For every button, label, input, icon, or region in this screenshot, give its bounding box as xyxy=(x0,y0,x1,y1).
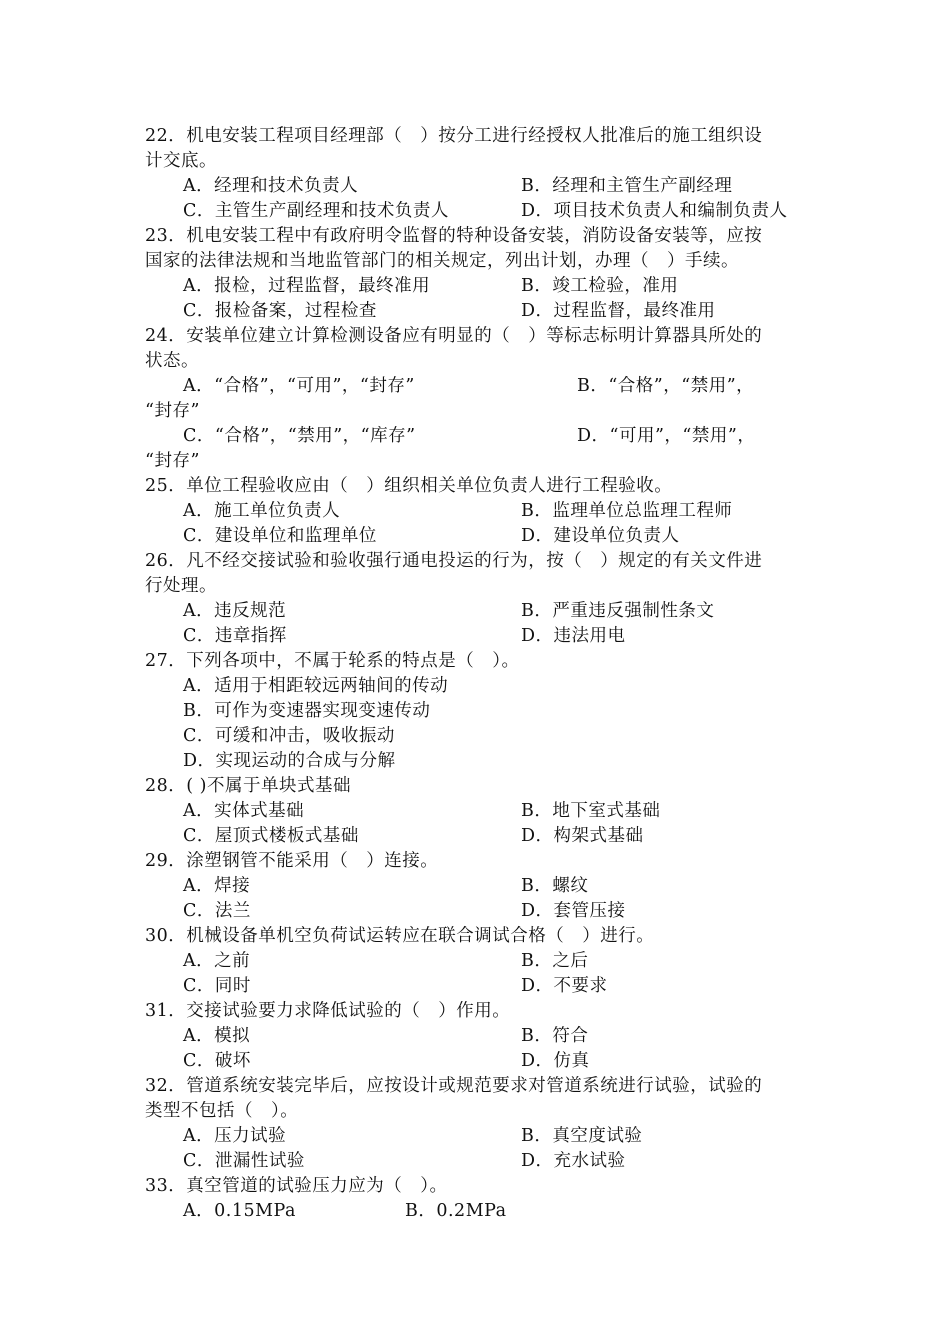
option-d: D．过程监督，最终准用 xyxy=(521,301,716,321)
option-d: D．实现运动的合成与分解 xyxy=(183,751,396,771)
option-d: D．违法用电 xyxy=(521,626,626,646)
option-a: A．之前 xyxy=(183,951,251,971)
option-c: C．违章指挥 xyxy=(183,626,287,646)
question-24-stem: 24．安装单位建立计算检测设备应有明显的（ ）等标志标明计算器具所处的 xyxy=(145,326,763,346)
question-22-stem: 22．机电安装工程项目经理部（ ）按分工进行经授权人批准后的施工组织设 xyxy=(145,126,763,146)
option-c: C．报检备案，过程检查 xyxy=(183,301,377,321)
option-c: C．主管生产副经理和技术负责人 xyxy=(183,201,449,221)
option-b: B．符合 xyxy=(521,1026,589,1046)
option-b: B．“合格”，“禁用”， xyxy=(577,376,755,396)
option-d-continued: “封存” xyxy=(145,451,200,471)
option-a: A．实体式基础 xyxy=(183,801,305,821)
option-d: D．不要求 xyxy=(521,976,608,996)
question-22-options-cd xyxy=(145,199,810,224)
option-d: D．建设单位负责人 xyxy=(521,526,680,546)
question-30-stem: 30．机械设备单机空负荷试运转应在联合调试合格（ ）进行。 xyxy=(145,926,655,946)
question-24-options-ab xyxy=(145,374,810,399)
question-26-stem: 26．凡不经交接试验和验收强行通电投运的行为，按（ ）规定的有关文件进 xyxy=(145,551,763,571)
option-a: A．违反规范 xyxy=(183,601,287,621)
question-27-stem: 27．下列各项中，不属于轮系的特点是（ ）。 xyxy=(145,651,520,671)
option-a: A．模拟 xyxy=(183,1026,251,1046)
question-32-options-cd xyxy=(145,1149,810,1174)
question-30-options-cd xyxy=(145,974,810,999)
option-a: A．焊接 xyxy=(183,876,251,896)
option-d: D．构架式基础 xyxy=(521,826,644,846)
option-d: D．套管压接 xyxy=(521,901,626,921)
option-b: B．严重违反强制性条文 xyxy=(521,601,715,621)
question-32-stem: 32．管道系统安装完毕后，应按设计或规范要求对管道系统进行试验，试验的 xyxy=(145,1076,763,1096)
question-26-stem-cont: 行处理。 xyxy=(145,576,217,596)
question-22-options-ab xyxy=(145,174,810,199)
option-b: B．监理单位总监理工程师 xyxy=(521,501,733,521)
question-31-options-cd xyxy=(145,1049,810,1074)
option-b: B．竣工检验，准用 xyxy=(521,276,679,296)
option-a: A．0.15MPa xyxy=(183,1201,296,1221)
question-24-options-cd xyxy=(145,424,810,449)
option-b: B．0.2MPa xyxy=(405,1201,507,1221)
question-33-stem: 33．真空管道的试验压力应为（ ）。 xyxy=(145,1176,448,1196)
option-b: B．经理和主管生产副经理 xyxy=(521,176,733,196)
option-c: C．建设单位和监理单位 xyxy=(183,526,377,546)
option-a: A．经理和技术负责人 xyxy=(183,176,359,196)
question-26-options-ab xyxy=(145,599,810,624)
option-a: A．适用于相距较远两轴间的传动 xyxy=(183,676,449,696)
question-30-options-ab xyxy=(145,949,810,974)
option-d: D．“可用”，“禁用”， xyxy=(577,426,756,446)
question-26-options-cd xyxy=(145,624,810,649)
question-32-stem-cont: 类型不包括（ ）。 xyxy=(145,1101,299,1121)
option-a: A．压力试验 xyxy=(183,1126,287,1146)
option-a: A．施工单位负责人 xyxy=(183,501,341,521)
question-29-options-cd xyxy=(145,899,810,924)
option-a: A．报检，过程监督，最终准用 xyxy=(183,276,431,296)
option-b: B．地下室式基础 xyxy=(521,801,661,821)
question-23-stem-cont: 国家的法律法规和当地监管部门的相关规定，列出计划，办理（ ）手续。 xyxy=(145,251,739,271)
question-25-options-ab xyxy=(145,499,810,524)
option-d: D．充水试验 xyxy=(521,1151,626,1171)
option-b: B．之后 xyxy=(521,951,589,971)
option-c: C．破坏 xyxy=(183,1051,251,1071)
question-29-stem: 29．涂塑钢管不能采用（ ）连接。 xyxy=(145,851,439,871)
question-33-options-ab xyxy=(145,1199,810,1224)
option-a: A．“合格”，“可用”，“封存” xyxy=(183,376,415,396)
question-28-stem: 28．( )不属于单块式基础 xyxy=(145,776,351,796)
question-31-options-ab xyxy=(145,1024,810,1049)
option-d: D．项目技术负责人和编制负责人 xyxy=(521,201,788,221)
question-23-options-ab xyxy=(145,274,810,299)
option-c: C．同时 xyxy=(183,976,251,996)
question-25-stem: 25．单位工程验收应由（ ）组织相关单位负责人进行工程验收。 xyxy=(145,476,673,496)
question-list xyxy=(145,124,810,1224)
option-c: C．法兰 xyxy=(183,901,251,921)
question-28-options-ab xyxy=(145,799,810,824)
question-32-options-ab xyxy=(145,1124,810,1149)
option-c: C．“合格”，“禁用”，“库存” xyxy=(183,426,416,446)
option-b: B．螺纹 xyxy=(521,876,589,896)
question-31-stem: 31．交接试验要力求降低试验的（ ）作用。 xyxy=(145,1001,511,1021)
question-28-options-cd xyxy=(145,824,810,849)
question-23-options-cd xyxy=(145,299,810,324)
option-d: D．仿真 xyxy=(521,1051,590,1071)
option-c: C．泄漏性试验 xyxy=(183,1151,305,1171)
option-c: C．屋顶式楼板式基础 xyxy=(183,826,359,846)
question-23-stem: 23．机电安装工程中有政府明令监督的特种设备安装，消防设备安装等，应按 xyxy=(145,226,763,246)
option-b-continued: “封存” xyxy=(145,401,200,421)
option-b: B．真空度试验 xyxy=(521,1126,643,1146)
question-22-stem-cont: 计交底。 xyxy=(145,151,217,171)
option-b: B．可作为变速器实现变速传动 xyxy=(183,701,431,721)
question-29-options-ab xyxy=(145,874,810,899)
question-25-options-cd xyxy=(145,524,810,549)
question-24-stem-cont: 状态。 xyxy=(145,351,199,371)
option-c: C．可缓和冲击，吸收振动 xyxy=(183,726,395,746)
